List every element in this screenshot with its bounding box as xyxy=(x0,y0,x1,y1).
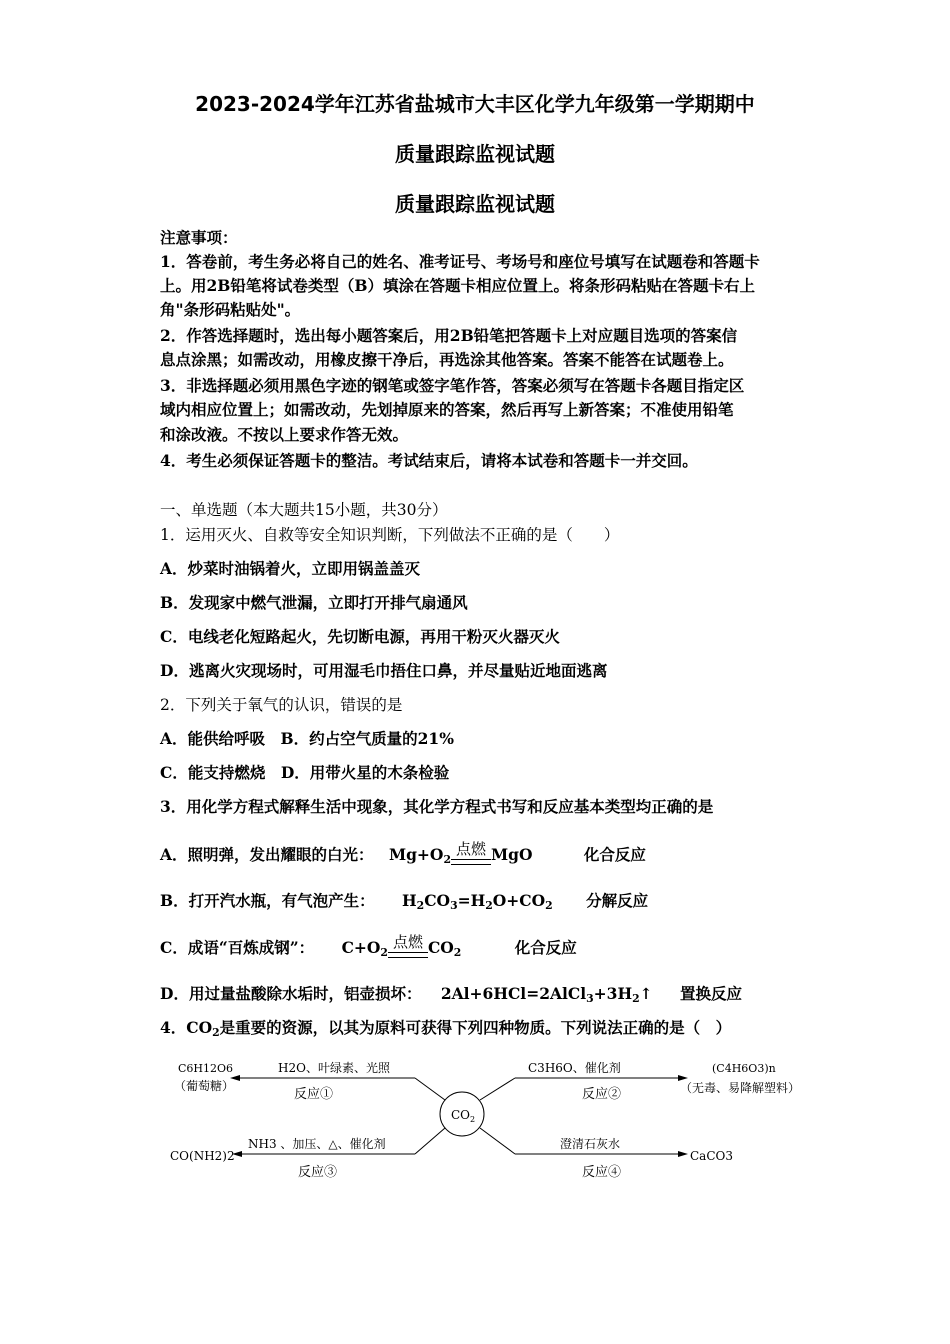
equation-c: $C+O_2$ 点燃 $CO_2$ xyxy=(342,938,462,957)
r3-product: CO(NH2)2 xyxy=(170,1149,235,1163)
notice-line: 和涂改液。不按以上要求作答无效。 xyxy=(160,425,409,444)
notice-line: 上。用2B铅笔将试卷类型（B）填涂在答题卡相应位置上。将条形码粘贴在答题卡右上 xyxy=(160,276,755,295)
question-2-options-ab: A．能供给呼吸 B．约占空气质量的21% xyxy=(160,729,454,748)
page-title-line2: 质量跟踪监视试题 xyxy=(395,142,555,166)
page-title-line3: 质量跟踪监视试题 xyxy=(395,192,555,216)
question-1-option-c: C．电线老化短路起火，先切断电源，再用干粉灭火器灭火 xyxy=(160,627,560,646)
r4-condition: 澄清石灰水 xyxy=(560,1137,621,1151)
notice-line: 角"条形码粘贴处"。 xyxy=(160,300,301,319)
arrowhead-r4-icon xyxy=(678,1151,688,1157)
equation-b: $H_2CO_3=H_2O+CO_2$ xyxy=(402,891,553,912)
question-3-option-c xyxy=(160,933,800,963)
connector-r3 xyxy=(415,1128,445,1154)
question-3-option-a xyxy=(160,840,800,870)
co2-conversion-diagram xyxy=(160,1050,840,1190)
glucose-name: （葡萄糖） xyxy=(174,1079,235,1093)
notice-line: 4．考生必须保证答题卡的整洁。考试结束后，请将本试卷和答题卡一并交回。 xyxy=(160,451,698,470)
option-c-desc: C．成语“百炼成钢”： xyxy=(160,938,315,957)
r2-product-note: （无毒、易降解塑料） xyxy=(680,1081,801,1095)
connector-r4 xyxy=(480,1128,515,1154)
r3-condition: NH3 、加压、△、催化剂 xyxy=(248,1137,386,1151)
question-2-stem: 2．下列关于氧气的认识，错误的是 xyxy=(160,696,403,714)
notice-line: 3．非选择题必须用黑色字迹的钢笔或签字笔作答，答案必须写在答题卡各题目指定区 xyxy=(160,376,745,395)
question-3-option-d xyxy=(160,984,800,1009)
connector-r1 xyxy=(415,1078,445,1100)
r2-condition: C3H6O、催化剂 xyxy=(528,1061,621,1075)
question-4-stem: 4．$CO_2$是重要的资源，以其为原料可获得下列四种物质。下列说法正确的是（ ） xyxy=(160,1018,732,1039)
option-b-desc: B．打开汽水瓶，有气泡产生： xyxy=(160,891,375,910)
reaction-condition: 点燃 xyxy=(451,859,491,870)
notice-line: 2．作答选择题时，选出每小题答案后，用2B铅笔把答题卡上对应题目选项的答案信 xyxy=(160,326,738,345)
co2-center-label: $CO_2$ xyxy=(451,1108,476,1124)
r4-product: CaCO3 xyxy=(690,1149,733,1163)
question-2-options-cd: C．能支持燃烧 D．用带火星的木条检验 xyxy=(160,763,450,782)
equation-d: $2Al+6HCl=2AlCl_3+3H_2↑$ xyxy=(440,984,653,1005)
notice-line: 息点涂黑；如需改动，用橡皮擦干净后，再选涂其他答案。答案不能答在试题卷上。 xyxy=(160,350,734,369)
gas-arrow-icon: ↑ xyxy=(639,984,653,1003)
option-c-type: 化合反应 xyxy=(514,938,577,957)
r2-product: (C4H6O3)n xyxy=(712,1062,776,1075)
question-1-stem: 1．运用灭火、自救等安全知识判断，下列做法不正确的是（ ） xyxy=(160,526,620,544)
notice-line: 1．答卷前，考生务必将自己的姓名、准考证号、考场号和座位号填写在试题卷和答题卡 xyxy=(160,252,760,271)
option-d-desc: D．用过量盐酸除水垢时，铝壶损坏： xyxy=(160,984,422,1003)
option-d-type: 置换反应 xyxy=(680,984,743,1003)
glucose-formula: C6H12O6 xyxy=(178,1062,234,1075)
question-1-option-d: D．逃离火灾现场时，可用湿毛巾捂住口鼻，并尽量贴近地面逃离 xyxy=(160,661,608,680)
r2-label: 反应② xyxy=(582,1087,622,1102)
option-a-type: 化合反应 xyxy=(583,845,646,864)
question-3-option-b xyxy=(160,891,800,916)
option-a-desc: A．照明弹，发出耀眼的白光： xyxy=(160,845,374,864)
page-title-line1: 2023-2024学年江苏省盐城市大丰区化学九年级第一学期期中 xyxy=(195,92,755,116)
notice-line: 域内相应位置上；如需改动，先划掉原来的答案，然后再写上新答案；不准使用铅笔 xyxy=(160,400,734,419)
question-1-option-b: B．发现家中燃气泄漏，立即打开排气扇通风 xyxy=(160,593,468,612)
section-heading: 一、单选题（本大题共15小题，共30分） xyxy=(160,501,448,519)
r1-label: 反应① xyxy=(294,1087,334,1102)
reaction-condition: 点燃 xyxy=(388,952,428,963)
question-3-stem: 3．用化学方程式解释生活中现象，其化学方程式书写和反应基本类型均正确的是 xyxy=(160,797,714,816)
question-1-option-a: A．炒菜时油锅着火，立即用锅盖盖灭 xyxy=(160,559,421,578)
equation-a: $Mg+O_2$ 点燃 MgO xyxy=(389,845,533,864)
r1-condition: H2O、叶绿素、光照 xyxy=(278,1061,390,1075)
r3-label: 反应③ xyxy=(298,1165,338,1180)
option-b-type: 分解反应 xyxy=(586,891,649,910)
notice-heading: 注意事项： xyxy=(160,228,238,247)
r4-label: 反应④ xyxy=(582,1165,622,1180)
connector-r2 xyxy=(480,1078,515,1100)
